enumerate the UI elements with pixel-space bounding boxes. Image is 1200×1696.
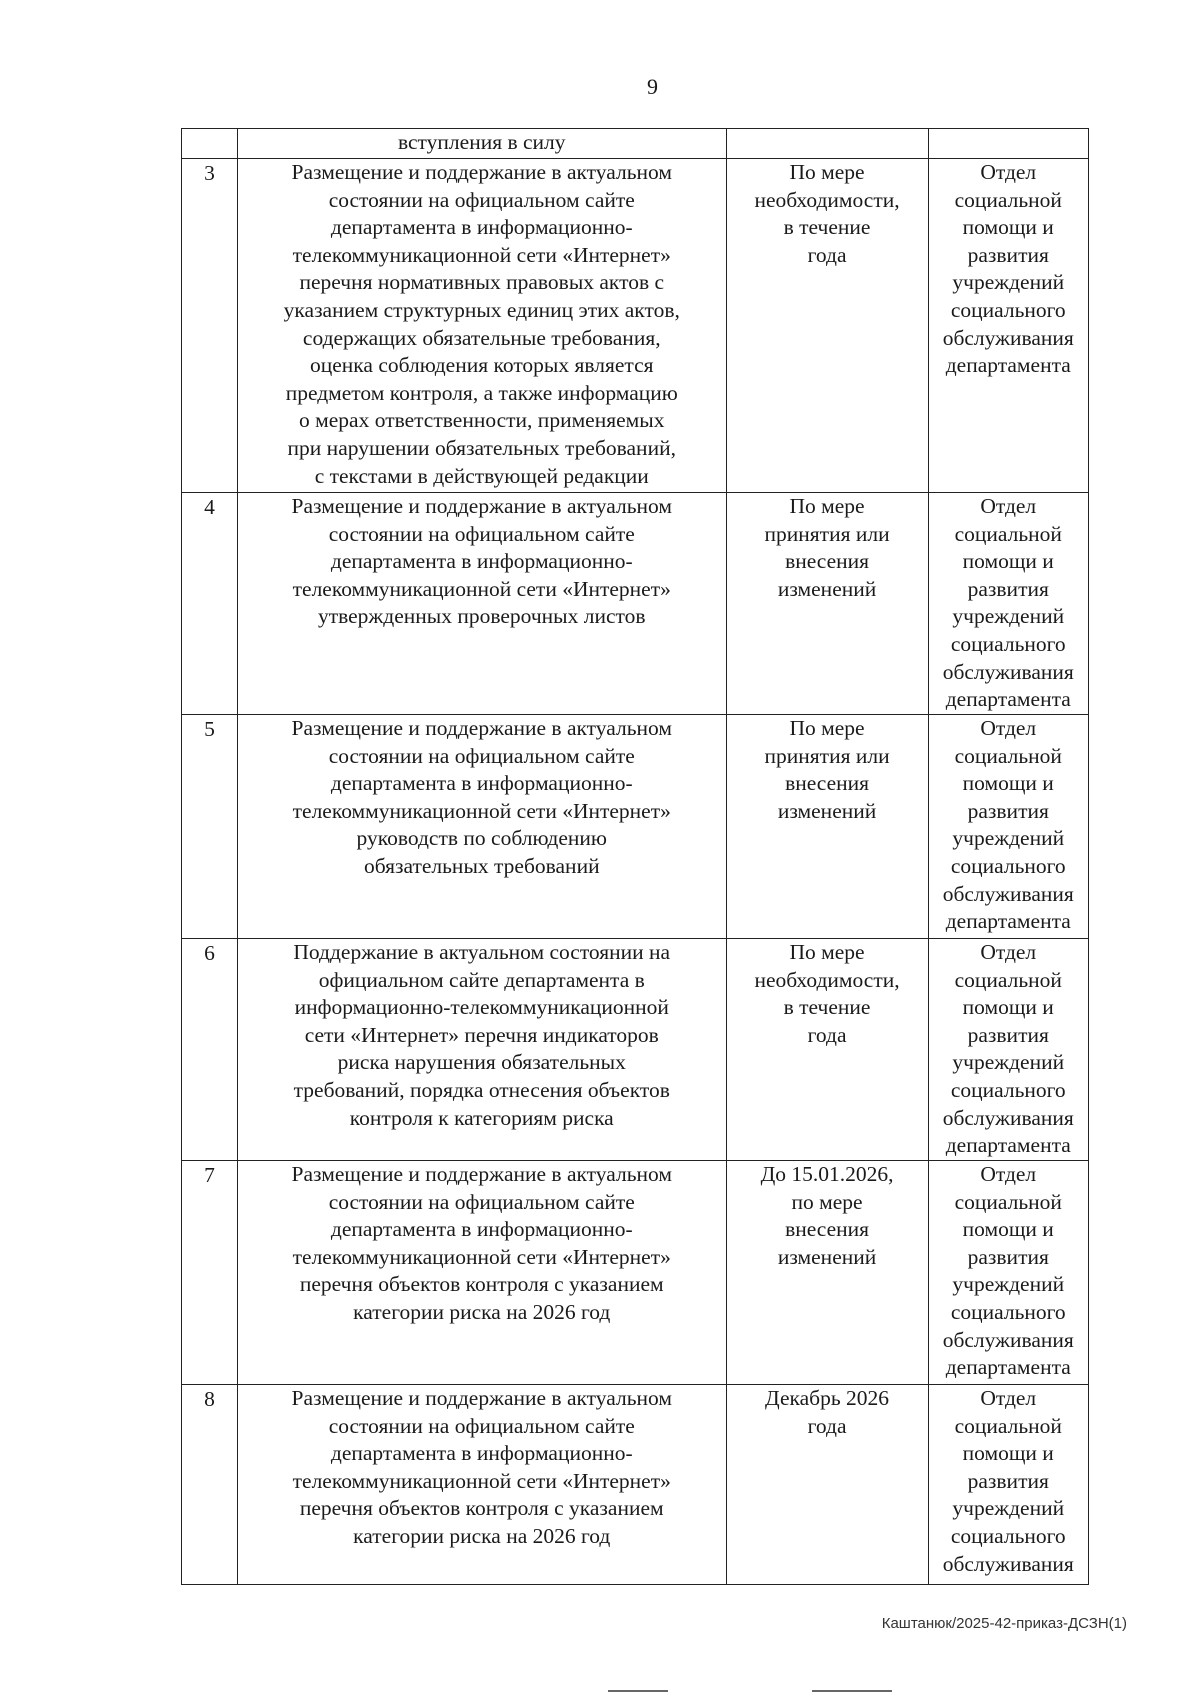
row-number-cell: 8: [182, 1385, 238, 1585]
description-cell: Размещение и поддержание в актуальном состоянии на официальном сайте департамента в информационно- телекоммуникационной сети «Интернет» утвержденных проверочных листов: [237, 493, 726, 715]
responsible-cell: Отдел социальной помощи и развития учреждений социального обслуживания департамента: [928, 159, 1089, 493]
row-number-cell: 6: [182, 939, 238, 1161]
description-cell: Размещение и поддержание в актуальном состоянии на официальном сайте департамента в информационно- телекоммуникационной сети «Интернет» перечня нормативных правовых актов с указанием структурных единиц этих актов, содержащих обязательные требования, оценка соблюдения которых является предметом контроля, а также информацию о мерах ответственности, применяемых при нарушении обязательных требований, с текстами в действующей редакции: [237, 159, 726, 493]
table-row: [182, 1161, 1089, 1385]
scan-artifact-line: [812, 1690, 892, 1692]
description-cell: Размещение и поддержание в актуальном состоянии на официальном сайте департамента в информационно- телекоммуникационной сети «Интернет» перечня объектов контроля с указанием категории риска на 2026 год: [237, 1385, 726, 1585]
responsible-cell: [928, 129, 1089, 159]
document-reference: Каштанюк/2025-42-приказ-ДСЗН(1): [881, 1615, 1127, 1632]
term-cell: До 15.01.2026, по мере внесения изменений: [726, 1161, 928, 1385]
term-cell: По мере необходимости, в течение года: [726, 939, 928, 1161]
term-cell: По мере необходимости, в течение года: [726, 159, 928, 493]
table-row: [182, 129, 1089, 159]
page-number: 9: [647, 74, 658, 99]
responsible-cell: Отдел социальной помощи и развития учреждений социального обслуживания департамента: [928, 715, 1089, 939]
term-cell: Декабрь 2026 года: [726, 1385, 928, 1585]
responsible-cell: Отдел социальной помощи и развития учреждений социального обслуживания департамента: [928, 1161, 1089, 1385]
row-number-cell: 4: [182, 493, 238, 715]
description-cell: Размещение и поддержание в актуальном состоянии на официальном сайте департамента в информационно- телекоммуникационной сети «Интернет» руководств по соблюдению обязательных требований: [237, 715, 726, 939]
row-number-cell: 3: [182, 159, 238, 493]
table-row: [182, 493, 1089, 715]
responsible-cell: Отдел социальной помощи и развития учреждений социального обслуживания департамента: [928, 493, 1089, 715]
responsible-cell: Отдел социальной помощи и развития учреждений социального обслуживания: [928, 1385, 1089, 1585]
term-cell: [726, 129, 928, 159]
description-cell: Поддержание в актуальном состоянии на официальном сайте департамента в информационно-телекоммуникационной сети «Интернет» перечня индикаторов риска нарушения обязательных требований, порядка отнесения объектов контроля к категориям риска: [237, 939, 726, 1161]
table-row: [182, 1385, 1089, 1585]
row-number-cell: 5: [182, 715, 238, 939]
row-number-cell: 7: [182, 1161, 238, 1385]
table-row: [182, 159, 1089, 493]
term-cell: По мере принятия или внесения изменений: [726, 715, 928, 939]
description-cell: Размещение и поддержание в актуальном состоянии на официальном сайте департамента в информационно- телекоммуникационной сети «Интернет» перечня объектов контроля с указанием категории риска на 2026 год: [237, 1161, 726, 1385]
row-number-cell: [182, 129, 238, 159]
responsible-cell: Отдел социальной помощи и развития учреждений социального обслуживания департамента: [928, 939, 1089, 1161]
scan-artifact-line: [608, 1690, 668, 1692]
description-cell: вступления в силу: [237, 129, 726, 159]
table-row: [182, 715, 1089, 939]
term-cell: По мере принятия или внесения изменений: [726, 493, 928, 715]
measures-table: [181, 128, 1089, 1585]
table-row: [182, 939, 1089, 1161]
